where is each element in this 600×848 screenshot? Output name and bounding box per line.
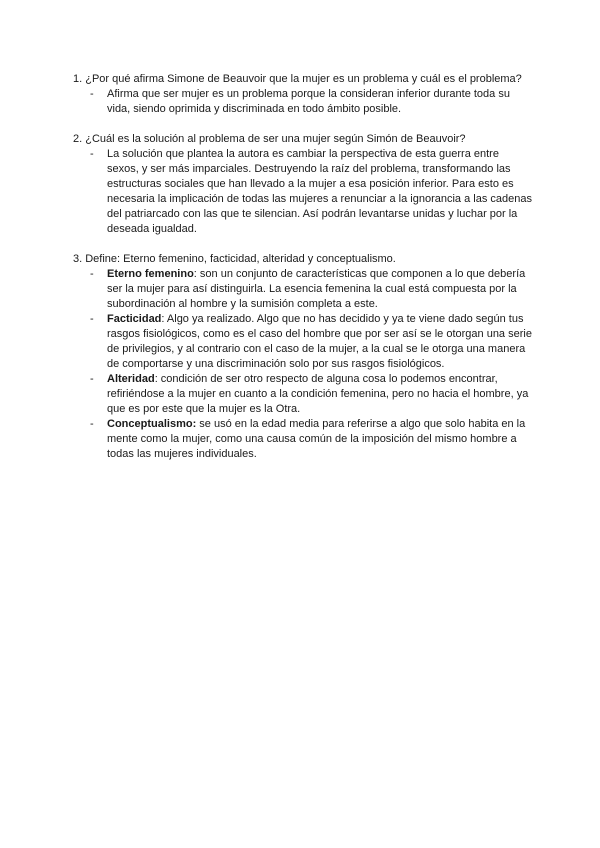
definition-alteridad xyxy=(73,372,533,417)
question-1 xyxy=(73,72,533,117)
document-page xyxy=(73,72,533,477)
bullet-dash: - xyxy=(90,148,94,160)
definition-text: : condición de ser otro respecto de alguna cosa lo podemos encontrar, refiriéndose a la mujer en cuanto a la condición femenina, pero no hacia el hombre, ya que es por este que la mujer es la Otra. xyxy=(107,373,529,415)
definition-text: : son un conjunto de características que componen a lo que debería ser la mujer para así distinguirla. La esencia femenina la cual está compuesta por la subordinación al hombre y la sumisión completa a este. xyxy=(107,268,526,310)
definition-term: Facticidad xyxy=(107,313,162,325)
bullet-dash: - xyxy=(90,268,94,280)
answer-item xyxy=(73,147,533,237)
definition-facticidad xyxy=(73,312,533,372)
definition-text: : Algo ya realizado. Algo que no has decidido y ya te viene dado según tus rasgos fisiológicos, como es el caso del hombre que por ser así se le otorgan una serie de privilegios, y al contrario con el caso de la mujer, a la cual se le otorga una manera de comportarse y una discriminación solo por sus rasgos fisiológicos. xyxy=(107,313,532,370)
definition-term: Eterno femenino xyxy=(107,268,194,280)
definition-term: Conceptualismo: xyxy=(107,418,197,430)
definition-conceptualismo xyxy=(73,417,533,462)
question-1-answers xyxy=(73,87,533,117)
definition-term: Alteridad xyxy=(107,373,155,385)
answer-text: La solución que plantea la autora es cambiar la perspectiva de esta guerra entre sexos, y ser más imparciales. Destruyendo la raíz del problema, transformando las estructuras sociales que han llevado a la mujer a esa posición inferior. Para esto es necesaria la implicación de todas las mujeres a renunciar a la ignorancia a las cadenas del patriarcado con las que te silencian. Así podrán levantarse unidas y luchar por la deseada igualdad. xyxy=(107,148,532,235)
answer-item xyxy=(73,87,533,117)
question-2 xyxy=(73,132,533,237)
question-3-answers xyxy=(73,267,533,462)
answer-text: Afirma que ser mujer es un problema porque la consideran inferior durante toda su vida, siendo oprimida y discriminada en todo ámbito posible. xyxy=(107,88,510,115)
question-3-title: 3. Define: Eterno femenino, facticidad, alteridad y conceptualismo. xyxy=(73,253,396,265)
bullet-dash: - xyxy=(90,418,94,430)
bullet-dash: - xyxy=(90,373,94,385)
definition-eterno-femenino xyxy=(73,267,533,312)
bullet-dash: - xyxy=(90,88,94,100)
question-1-title: 1. ¿Por qué afirma Simone de Beauvoir que la mujer es un problema y cuál es el problema? xyxy=(73,73,522,85)
bullet-dash: - xyxy=(90,313,94,325)
question-3 xyxy=(73,252,533,462)
question-2-answers xyxy=(73,147,533,237)
definition-text: se usó en la edad media para referirse a algo que solo habita en la mente como la mujer, como una causa común de la imposición del mismo hombre a todas las mujeres individuales. xyxy=(107,418,526,460)
question-2-title: 2. ¿Cuál es la solución al problema de ser una mujer según Simón de Beauvoir? xyxy=(73,133,466,145)
